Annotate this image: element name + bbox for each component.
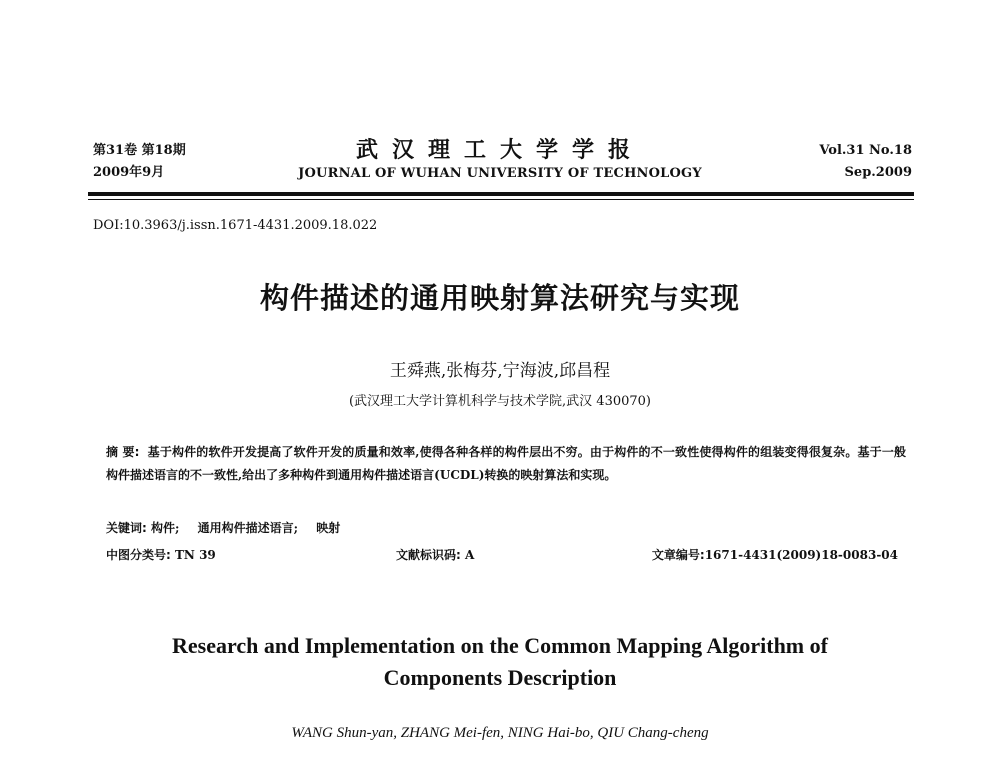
volume-issue-cn: 第31卷 第18期 [93, 143, 186, 158]
doi: DOI:10.3963/j.issn.1671-4431.2009.18.022 [93, 218, 378, 233]
clc-value: TN 39 [175, 548, 216, 562]
header-rule-thick [88, 192, 914, 196]
article-number-label: 文章编号: [651, 548, 705, 562]
article-number-value: 1671-4431(2009)18-0083-04 [704, 548, 898, 562]
keyword: 构件; [151, 521, 180, 535]
document-code-label: 文献标识码: [396, 548, 461, 562]
paper-title-en-line2: Components Description [383, 665, 617, 690]
authors-cn: 王舜燕,张梅芬,宁海波,邱昌程 [389, 361, 611, 381]
paper-title-en [0, 630, 1000, 694]
abstract-label: 摘 要: [106, 445, 140, 459]
document-code [396, 545, 474, 565]
date-en: Sep.2009 [844, 165, 912, 180]
document-code-value: A [465, 548, 475, 562]
authors-en: WANG Shun-yan, ZHANG Mei-fen, NING Hai-bo, QIU Chang-cheng [291, 725, 709, 741]
clc-number [106, 545, 216, 565]
date-cn: 2009年9月 [93, 165, 165, 180]
article-number [652, 545, 898, 565]
journal-name-cn: 武汉理工大学学报 [355, 137, 644, 163]
header-right [819, 140, 912, 184]
volume-issue-en: Vol.31 No.18 [819, 143, 912, 158]
keywords-label: 关键词: [106, 521, 147, 535]
header-rule-thin [88, 199, 914, 200]
clc-label: 中图分类号: [106, 548, 171, 562]
paper-title-en-line1: Research and Implementation on the Common Mapping Algorithm of [172, 633, 828, 658]
keyword: 映射 [316, 521, 341, 535]
keywords [106, 518, 354, 538]
abstract-text: 基于构件的软件开发提高了软件开发的质量和效率,使得各种各样的构件层出不穷。由于构件的不一致性使得构件的组装变得很复杂。基于一般构件描述语言的不一致性,给出了多种构件到通用构件描述语言(UCDL)转换的映射算法和实现。 [106, 445, 907, 482]
paper-title-cn: 构件描述的通用映射算法研究与实现 [259, 281, 740, 315]
abstract [106, 441, 906, 487]
affiliation-cn: (武汉理工大学计算机科学与技术学院,武汉 430070) [348, 394, 652, 409]
journal-name-en: JOURNAL OF WUHAN UNIVERSITY OF TECHNOLOGY [298, 166, 702, 181]
keyword: 通用构件描述语言; [197, 521, 299, 535]
